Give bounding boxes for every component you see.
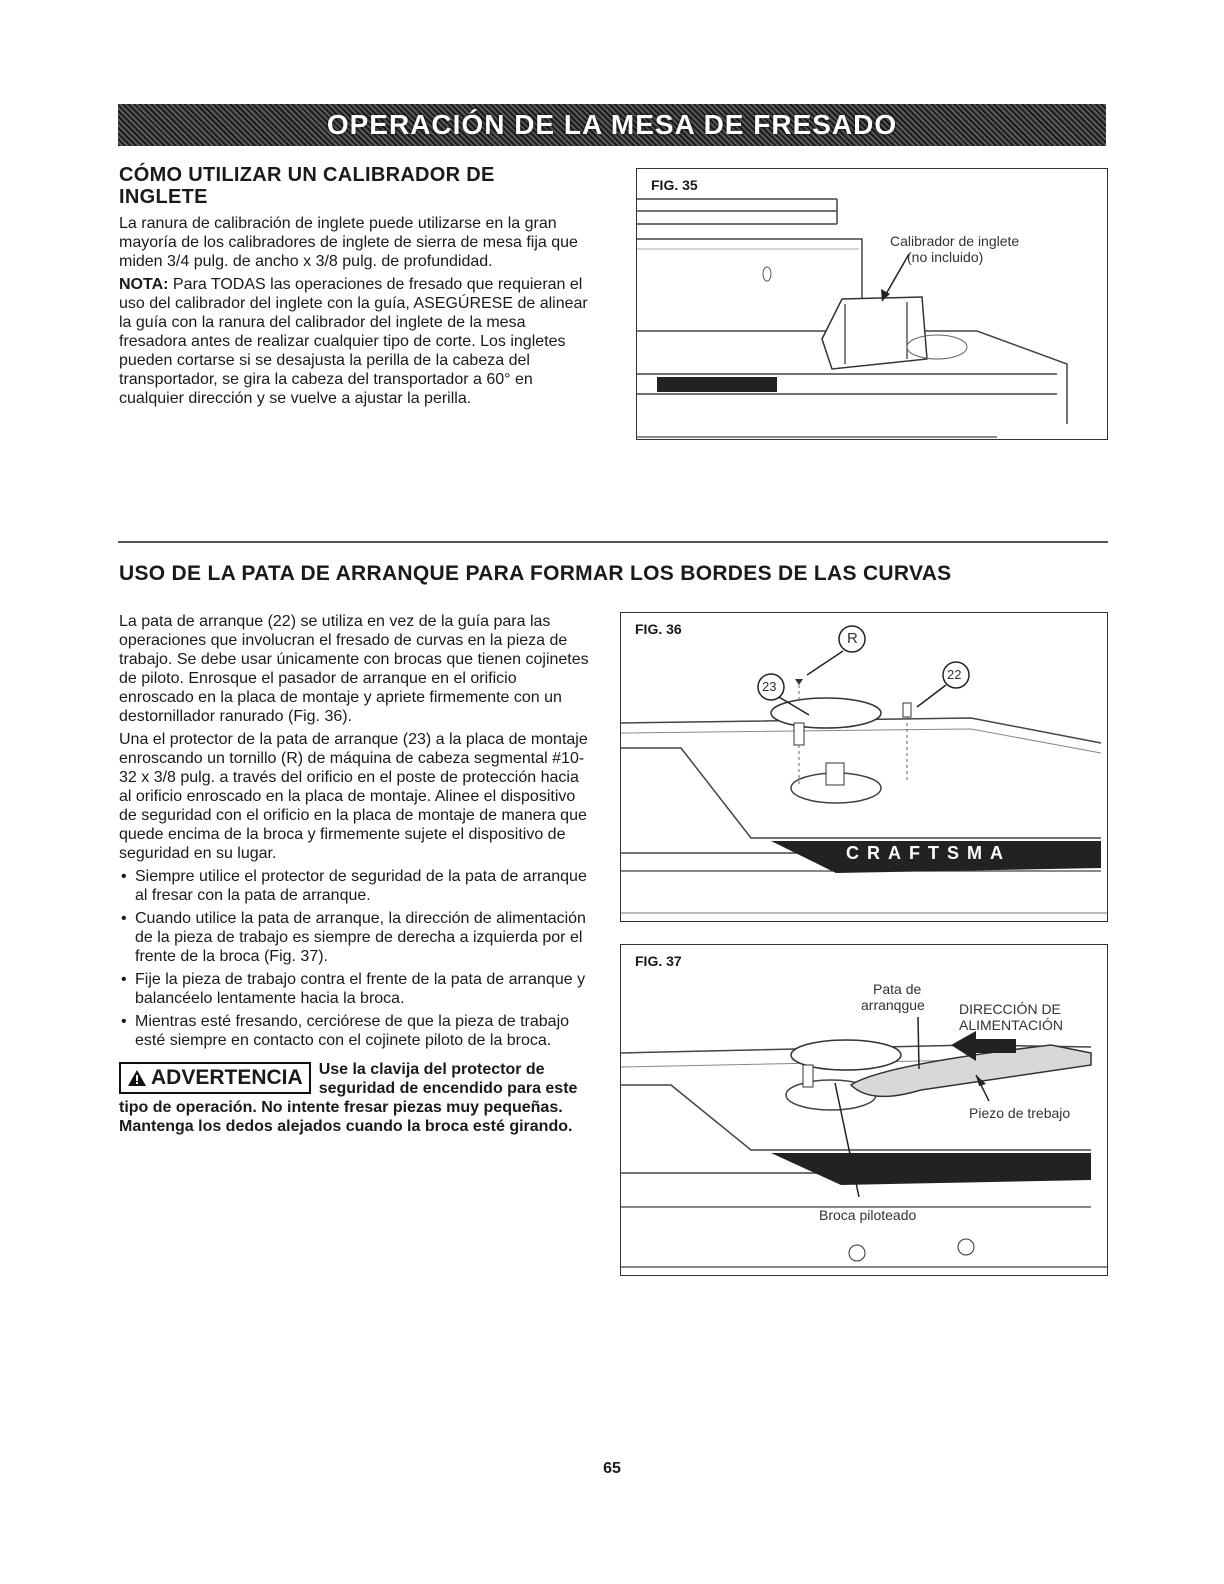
fig37-callout-pata-1: Pata de <box>873 981 922 997</box>
fig35-callout-line1: Calibrador de inglete <box>890 233 1020 249</box>
fig37-callout-pata-2: arranqgue <box>861 997 925 1013</box>
section-divider <box>118 541 1108 543</box>
figure-35 <box>636 168 1108 440</box>
section2-paragraph-2: Una el protector de la pata de arranque (23) a la placa de montaje enroscando un tornillo (R) de máquina de cabeza segmental #10-32 x 3/8 pulg. a través del orificio en el poste de protección hacia al orificio enroscado en la placa de montaje. Alinee el dispositivo de seguridad con el orificio en la placa de montaje de manera que quede encima de la broca y firmemente sujete el dispositivo de seguridad en su lugar. <box>119 731 588 862</box>
warning-block <box>119 1060 594 1136</box>
warning-triangle-icon <box>127 1069 147 1087</box>
fig36-callout-22: 22 <box>947 667 962 682</box>
section2-paragraph-1: La pata de arranque (22) se utiliza en vez de la guía para las operaciones que involucran el fresado de curvas en la pieza de trabajo. Se debe usar únicamente con brocas que tienen cojinetes de piloto. Enrosque el pasador de arranque en el orificio enroscado en la placa de montaje y apriete firmemente con un destornillador ranurado (Fig. 36). <box>119 613 589 725</box>
fig37-label: FIG. 37 <box>635 953 682 969</box>
warning-badge <box>119 1062 311 1094</box>
fig35-label: FIG. 35 <box>651 177 698 193</box>
warning-label: ADVERTENCIA <box>151 1066 303 1089</box>
section1-paragraph: La ranura de calibración de inglete puede utilizarse en la gran mayoría de los calibradores de inglete de sierra de mesa fija que miden 3/4 pulg. de ancho x 3/8 pulg. de profundidad. <box>119 215 578 270</box>
section-starting-pin <box>119 612 594 1136</box>
fig37-callout-pieza: Piezo de trebajo <box>969 1105 1071 1121</box>
fig37-callout-dir-1: DIRECCIÓN DE <box>959 1001 1061 1017</box>
fig36-brand-text: CRAFTSMA <box>846 843 1011 863</box>
section1-note <box>119 275 589 408</box>
section2-heading: USO DE LA PATA DE ARRANQUE PARA FORMAR LOS BORDES DE LAS CURVAS <box>119 562 952 585</box>
page-number: 65 <box>603 1460 621 1477</box>
fig36-illustration <box>621 613 1107 921</box>
fig36-callout-23: 23 <box>762 679 777 694</box>
section1-heading: CÓMO UTILIZAR UN CALIBRADOR DE INGLETE <box>119 164 495 208</box>
fig37-callout-dir-2: ALIMENTACIÓN <box>959 1017 1063 1033</box>
fig35-illustration <box>637 169 1107 439</box>
fig37-callout-broca: Broca piloteado <box>819 1207 917 1223</box>
warning-text: Use la clavija del protector de seguridad de encendido para este tipo de operación. No intente fresar piezas muy pequeñas. Mantenga los dedos alejados cuando la broca esté girando. <box>119 1061 578 1135</box>
section2-bullet-list <box>119 867 594 1050</box>
list-item: • Fije la pieza de trabajo contra el frente de la pata de arranque y balancéelo lentamente hacia la broca. <box>119 970 594 1008</box>
list-item: • Siempre utilice el protector de seguridad de la pata de arranque al fresar con la pata de arranque. <box>119 867 594 905</box>
page-banner <box>118 104 1106 146</box>
fig36-callout-r: R <box>847 630 858 647</box>
figure-36 <box>620 612 1108 922</box>
note-text: Para TODAS las operaciones de fresado que requieran el uso del calibrador del inglete con la guía, ASEGÚRESE de alinear la guía con la ranura del calibrador del inglete de la mesa fresadora antes de realizar cualquier tipo de corte. Los ingletes pueden cortarse si se desajusta la perilla de la cabeza del transportador, se gira la cabeza del transportador a 60° en cualquier dirección y se vuelve a ajustar la perilla. <box>119 276 588 407</box>
fig35-callout-line2: (no incluido) <box>907 249 984 265</box>
list-item: • Mientras esté fresando, cerciórese de que la pieza de trabajo esté siempre en contacto con el cojinete piloto de la broca. <box>119 1012 594 1050</box>
banner-title: OPERACIÓN DE LA MESA DE FRESADO <box>326 109 898 140</box>
section-miter-gauge <box>119 164 589 412</box>
note-label: NOTA: <box>119 276 169 293</box>
figure-37 <box>620 944 1108 1276</box>
list-item: • Cuando utilice la pata de arranque, la dirección de alimentación de la pieza de trabajo es siempre de derecha a izquierda por el frente de la broca (Fig. 37). <box>119 909 594 966</box>
fig36-label: FIG. 36 <box>635 621 682 637</box>
